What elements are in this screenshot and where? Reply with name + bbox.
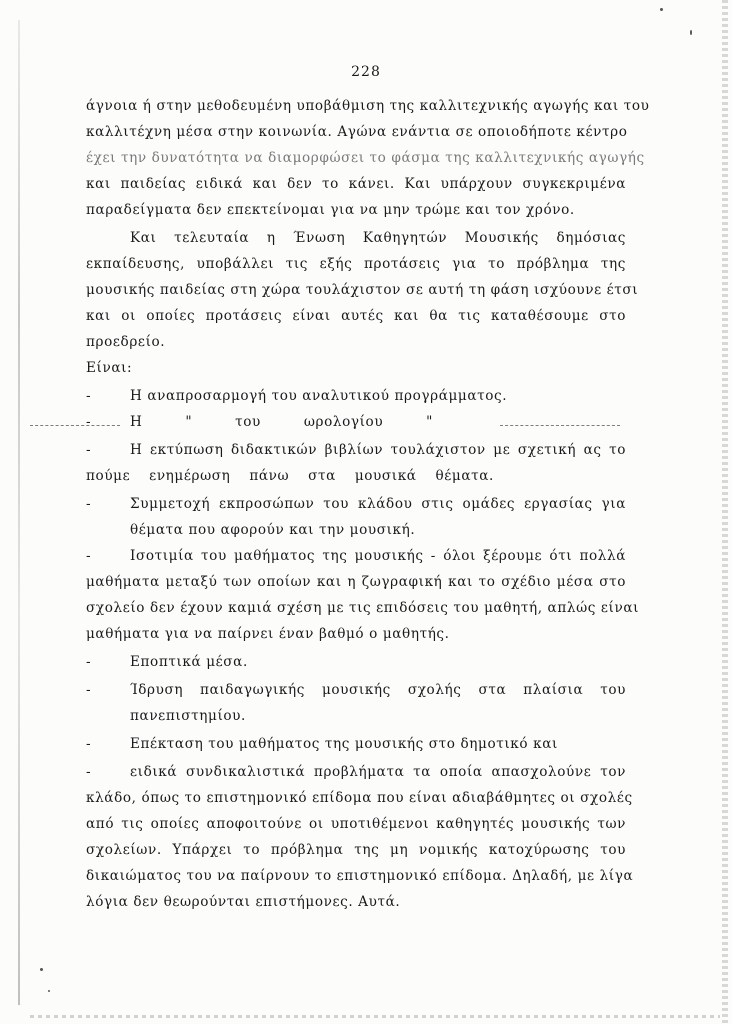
list-item-continuation: δικαιώματος του να παίρνουν το επιστημονικό επίδομα. Δηλαδή, με λίγα — [86, 868, 634, 884]
list-item-continuation: μαθήματα για να παίρνει έναν βαθμό ο μαθητής. — [86, 626, 450, 642]
list-item: Συμμετοχή εκπροσώπων του κλάδου στις ομάδες εργασίας για — [130, 496, 626, 512]
scan-dash-artifact — [30, 425, 120, 427]
scan-speck — [40, 968, 43, 971]
scan-bottom-edge — [30, 1015, 720, 1018]
paragraph-line: και παιδείας ειδικά και δεν το κάνει. Και υπάρχουν συγκεκριμένα — [86, 176, 626, 192]
list-item: Επέκταση του μαθήματος της μουσικής στο δημοτικό και — [130, 736, 558, 752]
list-item: Η " του ωρολογίου " — [130, 414, 433, 430]
list-dash: - — [86, 682, 91, 698]
list-item: Εποπτικά μέσα. — [130, 654, 248, 670]
paragraph-line: και οι οποίες προτάσεις είναι αυτές και θα τις καταθέσουμε στο — [86, 308, 626, 324]
list-dash: - — [86, 414, 91, 430]
scan-speck — [48, 990, 50, 992]
list-dash: - — [86, 496, 91, 512]
paragraph-line: έχει την δυνατότητα να διαμορφώσει το φάσμα της καλλιτεχνικής αγωγής — [86, 150, 645, 166]
list-item: Η εκτύπωση διδακτικών βιβλίων τουλάχιστον με σχετική ας το — [130, 442, 626, 458]
list-dash: - — [86, 654, 91, 670]
scan-right-edge — [722, 0, 728, 1024]
page-number: 228 — [351, 64, 381, 80]
list-item-continuation: θέματα που αφορούν και την μουσική. — [130, 522, 416, 538]
list-item: Ίδρυση παιδαγωγικής μουσικής σχολής στα πλαίσια του — [130, 682, 626, 698]
list-item-continuation: πανεπιστημίου. — [130, 708, 246, 724]
list-item-continuation: μαθήματα μεταξύ των οποίων και η ζωγραφική και το σχέδιο μέσα στο — [86, 574, 626, 590]
paragraph-line: Και τελευταία η Ένωση Καθηγητών Μουσικής δημόσιας — [130, 230, 626, 246]
list-dash: - — [86, 388, 91, 404]
list-item: ειδικά συνδικαλιστικά προβλήματα τα οποία απασχολούνε τον — [130, 764, 626, 780]
list-dash: - — [86, 764, 91, 780]
list-dash: - — [86, 442, 91, 458]
list-item-continuation: σχολείων. Υπάρχει το πρόβλημα της μη νομικής κατοχύρωσης του — [86, 842, 626, 858]
paragraph-line: εκπαίδευσης, υποβάλλει τις εξής προτάσεις για το πρόβλημα της — [86, 256, 626, 272]
scan-speck — [690, 30, 692, 35]
list-item-continuation: από τις οποίες αποφοιτούνε οι υποτιθέμενοι καθηγητές μουσικής των — [86, 816, 626, 832]
list-item: Ισοτιμία του μαθήματος της μουσικής - όλοι ξέρουμε ότι πολλά — [130, 548, 626, 564]
paragraph-line: καλλιτέχνη μέσα στην κοινωνία. Αγώνα ενάντια σε οποιοδήποτε κέντρο — [86, 124, 628, 140]
list-item-continuation: σχολείο δεν έχουν καμιά σχέση με τις επιδόσεις του μαθητή, απλώς είναι — [86, 600, 640, 616]
paragraph-line: προεδρείο. — [86, 334, 166, 350]
paragraph-line: μουσικής παιδείας στη χώρα τουλάχιστον σε αυτή τη φάση ισχύουνε έτσι — [86, 282, 639, 298]
paragraph-line: παραδείγματα δεν επεκτείνομαι για να μην τρώμε και τον χρόνο. — [86, 202, 575, 218]
scan-speck — [660, 8, 663, 11]
list-item: Η αναπροσαρμογή του αναλυτικού προγράμματος. — [130, 388, 508, 404]
list-item-continuation: λόγια δεν θεωρούνται επιστήμονες. Αυτά. — [86, 894, 401, 910]
list-item-continuation: πούμε ενημέρωση πάνω στα μουσικά θέματα. — [86, 468, 494, 484]
list-dash: - — [86, 548, 91, 564]
paragraph-line: άγνοια ή στην μεθοδευμένη υποβάθμιση της καλλιτεχνικής αγωγής και του — [86, 98, 650, 114]
list-item-continuation: κλάδο, όπως το επιστημονικό επίδομα που είναι αδιαβάθμητες οι σχολές — [86, 790, 633, 806]
list-dash: - — [86, 736, 91, 752]
scan-left-edge — [18, 20, 20, 1005]
paragraph-line: Είναι: — [86, 360, 133, 376]
